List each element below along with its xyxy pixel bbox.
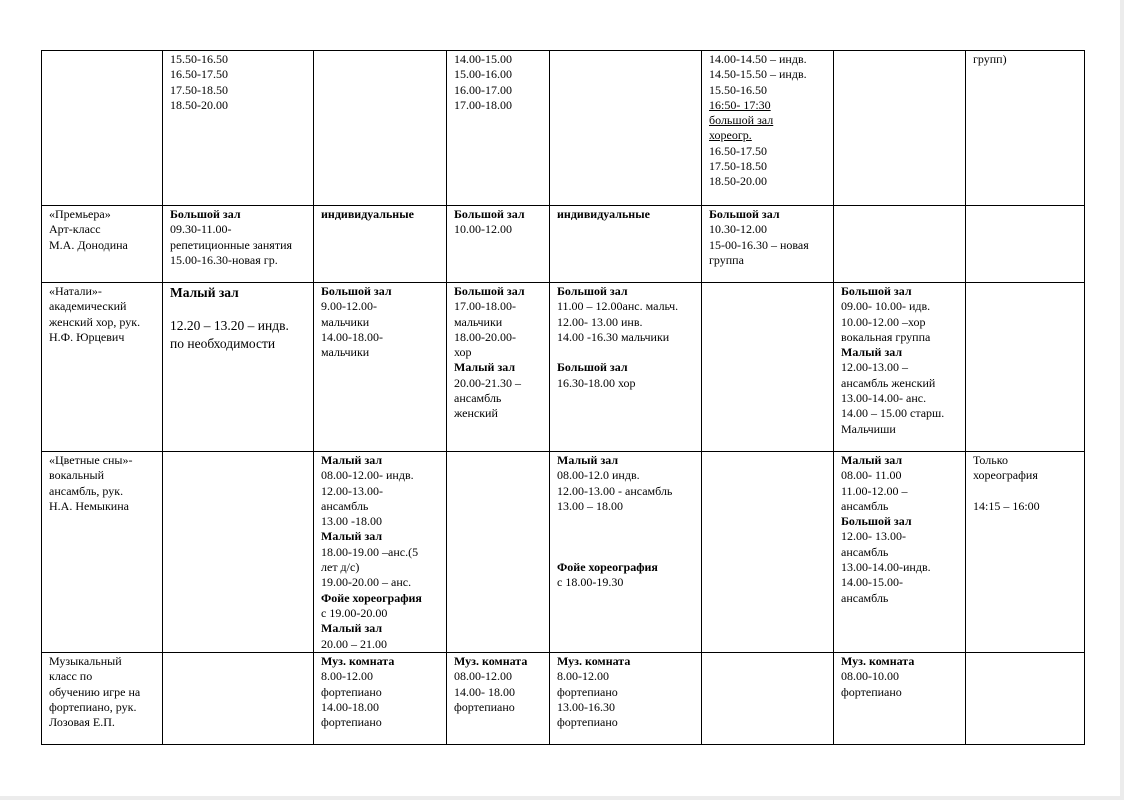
schedule-cell xyxy=(550,452,702,653)
spacer xyxy=(557,545,696,560)
group-name-cell xyxy=(42,452,163,653)
cell-line: 8.00-12.00 xyxy=(557,669,609,684)
cell-line: женский xyxy=(454,406,498,421)
spacer xyxy=(557,514,696,529)
schedule-cell xyxy=(447,653,550,745)
schedule-cell xyxy=(314,206,447,283)
cell-line: М.А. Донодина xyxy=(49,237,128,252)
cell-line: фортепиано xyxy=(321,715,382,730)
cell-line: фортепиано xyxy=(321,684,382,699)
hall-name: Большой зал xyxy=(841,284,912,298)
cell-line: ансамбль xyxy=(454,391,502,406)
hall-name: Малый зал xyxy=(321,621,383,636)
cell-line: фортепиано xyxy=(557,715,618,730)
cell-line: 08.00- 11.00 xyxy=(841,468,902,483)
hall-name: Большой зал xyxy=(841,514,912,529)
cell-line: обучению игре на xyxy=(49,684,141,699)
cell-line: 16.50-17.50 xyxy=(170,67,228,82)
cell-line: с 19.00-20.00 xyxy=(321,605,388,620)
schedule-cell xyxy=(163,452,314,653)
schedule-cell xyxy=(834,283,966,452)
hall-name: Муз. комната xyxy=(557,654,631,668)
schedule-cell xyxy=(966,206,1085,283)
cell-line: ансамбль xyxy=(841,590,889,605)
cell-line: 15.00-16.30-новая гр. xyxy=(170,252,278,267)
spacer xyxy=(973,484,1079,499)
cell-line: лет д/с) xyxy=(321,560,360,575)
spacer xyxy=(557,345,696,360)
cell-line: хореография xyxy=(973,468,1038,483)
hall-name: Большой зал xyxy=(454,207,525,221)
cell-line: вокальный xyxy=(49,468,105,483)
schedule-cell xyxy=(314,51,447,206)
cell-line: Н.Ф. Юрцевич xyxy=(49,329,125,344)
cell-line: 13.00 – 18.00 xyxy=(557,498,623,513)
hall-name: индивидуальные xyxy=(321,207,414,221)
cell-line: с 18.00-19.30 xyxy=(557,575,624,590)
cell-line: вокальная группа xyxy=(841,329,931,344)
schedule-cell xyxy=(834,206,966,283)
group-name-cell xyxy=(42,206,163,283)
spacer xyxy=(170,302,308,317)
schedule-cell xyxy=(702,51,834,206)
schedule-cell xyxy=(966,51,1085,206)
schedule-cell xyxy=(447,206,550,283)
schedule-cell xyxy=(314,653,447,745)
cell-line: 17.00-18.00 xyxy=(454,97,512,112)
schedule-row-continuation xyxy=(42,51,1085,206)
schedule-cell xyxy=(966,653,1085,745)
cell-line: ансамбль xyxy=(841,498,889,513)
schedule-row-natali xyxy=(42,283,1085,452)
hall-name: Большой зал xyxy=(321,284,392,298)
hall-name: Большой зал xyxy=(557,284,628,298)
cell-line: 08.00-12.00- индв. xyxy=(321,468,414,483)
cell-line: 18.00-19.00 –анс.(5 xyxy=(321,544,419,559)
cell-line: 14.00-14.50 – индв. xyxy=(709,52,807,66)
cell-line: 08.00-10.00 xyxy=(841,669,899,684)
cell-line: 17.00-18.00- xyxy=(454,299,516,314)
cell-line: 17.50-18.50 xyxy=(170,82,228,97)
cell-line: 14.00-15.00 xyxy=(454,52,512,66)
schedule-cell xyxy=(702,653,834,745)
spacer xyxy=(557,529,696,544)
cell-line: класс по xyxy=(49,669,93,684)
schedule-cell xyxy=(550,51,702,206)
cell-line: «Цветные сны»- xyxy=(49,453,133,467)
cell-line: 12.00- 13.00- xyxy=(841,529,906,544)
cell-line: 11.00-12.00 – xyxy=(841,483,908,498)
cell-line: женский хор, рук. xyxy=(49,314,141,329)
schedule-cell xyxy=(314,283,447,452)
cell-line: 15.50-16.50 xyxy=(170,52,228,66)
cell-line: 12.00-13.00 – xyxy=(841,360,908,375)
cell-line: ансамбль женский xyxy=(841,375,936,390)
cell-line: фортепиано xyxy=(454,699,515,714)
cell-line: Н.А. Немыкина xyxy=(49,498,129,513)
schedule-cell xyxy=(834,653,966,745)
cell-line: «Натали»- xyxy=(49,284,102,298)
schedule-cell xyxy=(550,653,702,745)
hall-name: Малый зал xyxy=(557,453,619,467)
group-name-cell xyxy=(42,51,163,206)
cell-line: 15.50-16.50 xyxy=(709,82,767,97)
cell-line: 14.00-18.00- xyxy=(321,329,383,344)
cell-line: 13.00-14.00- анс. xyxy=(841,391,927,406)
cell-line: 16.50-17.50 xyxy=(709,143,767,158)
cell-line: большой зал xyxy=(709,113,774,128)
cell-line: ансамбль xyxy=(841,544,889,559)
schedule-row-premiera xyxy=(42,206,1085,283)
cell-line: 12.00- 13.00 инв. xyxy=(557,314,643,329)
schedule-cell xyxy=(163,653,314,745)
cell-line: 15-00-16.30 – новая xyxy=(709,237,809,252)
cell-line: 18.00-20.00- xyxy=(454,329,516,344)
schedule-cell xyxy=(314,452,447,653)
cell-line: 18.50-20.00 xyxy=(709,174,767,189)
cell-line: хор xyxy=(454,345,472,360)
cell-line: Музыкальный xyxy=(49,654,122,668)
cell-line: ансамбль, рук. xyxy=(49,483,124,498)
schedule-cell xyxy=(447,452,550,653)
cell-line: 14.00-15.00- xyxy=(841,575,903,590)
hall-name: Большой зал xyxy=(709,207,780,221)
cell-line: групп) xyxy=(973,52,1007,66)
schedule-cell xyxy=(447,283,550,452)
schedule-row-muz-klass xyxy=(42,653,1085,745)
hall-name: Малый зал xyxy=(841,345,903,360)
cell-line: 17.50-18.50 xyxy=(709,159,767,174)
cell-line: 08.00-12.00 xyxy=(454,669,512,684)
hall-name: Фойе хореография xyxy=(557,560,658,575)
schedule-row-tsvetnye-sny xyxy=(42,452,1085,653)
hall-name: Большой зал xyxy=(454,284,525,298)
hall-name: Малый зал xyxy=(454,360,516,375)
cell-line: 15.00-16.00 xyxy=(454,67,512,82)
cell-line: 12.00-13.00 - ансамбль xyxy=(557,483,673,498)
cell-line: 12.20 – 13.20 – индв. xyxy=(170,318,289,334)
cell-line: фортепиано xyxy=(841,684,902,699)
group-name-cell xyxy=(42,283,163,452)
cell-line: хореогр. xyxy=(709,128,752,143)
schedule-cell xyxy=(163,206,314,283)
schedule-cell xyxy=(966,452,1085,653)
cell-line: 08.00-12.0 индв. xyxy=(557,468,640,483)
cell-line: 14.00 -16.30 мальчики xyxy=(557,329,670,344)
cell-line: 12.00-13.00- xyxy=(321,483,383,498)
schedule-cell xyxy=(163,283,314,452)
schedule-cell xyxy=(702,206,834,283)
cell-line: мальчики xyxy=(321,314,370,329)
hall-name: Малый зал xyxy=(841,453,903,467)
hall-name: Малый зал xyxy=(321,453,383,467)
cell-line: 9.00-12.00- xyxy=(321,299,377,314)
hall-name: Малый зал xyxy=(321,529,383,544)
cell-line: 13.00-16.30 xyxy=(557,699,615,714)
schedule-cell xyxy=(702,452,834,653)
cell-line: академический xyxy=(49,299,127,314)
cell-line: 14.00- 18.00 xyxy=(454,684,515,699)
cell-line: 10.00-12.00 xyxy=(454,222,512,237)
cell-line: мальчики xyxy=(321,345,370,360)
cell-line: фортепиано, рук. xyxy=(49,699,137,714)
cell-line: 19.00-20.00 – анс. xyxy=(321,575,412,590)
schedule-cell xyxy=(834,51,966,206)
cell-line: 16.30-18.00 хор xyxy=(557,375,636,390)
cell-line: 11.00 – 12.00анс. мальч. xyxy=(557,299,679,314)
cell-line: 20.00-21.30 – xyxy=(454,375,521,390)
schedule-body xyxy=(42,51,1085,745)
cell-line: Лозовая Е.П. xyxy=(49,715,115,730)
cell-line: группа xyxy=(709,252,744,267)
cell-line: 16:50- 17:30 xyxy=(709,97,771,112)
group-name-cell xyxy=(42,653,163,745)
hall-name: Малый зал xyxy=(170,285,239,300)
hall-name: Муз. комната xyxy=(454,654,528,668)
schedule-cell xyxy=(966,283,1085,452)
cell-line: 14:15 – 16:00 xyxy=(973,498,1040,513)
cell-line: 16.00-17.00 xyxy=(454,82,512,97)
hall-name: Муз. комната xyxy=(841,654,915,668)
schedule-cell xyxy=(834,452,966,653)
hall-name: индивидуальные xyxy=(557,207,650,221)
schedule-cell xyxy=(447,51,550,206)
cell-line: 13.00-14.00-индв. xyxy=(841,560,931,575)
schedule-cell xyxy=(550,283,702,452)
schedule-cell xyxy=(163,51,314,206)
cell-line: Арт-класс xyxy=(49,222,101,237)
cell-line: мальчики xyxy=(454,314,503,329)
hall-name: Большой зал xyxy=(557,360,628,375)
cell-line: 14.50-15.50 – индв. xyxy=(709,67,807,82)
cell-line: Мальчиши xyxy=(841,421,896,436)
schedule-table xyxy=(41,50,1085,745)
cell-line: Только xyxy=(973,453,1008,467)
cell-line: 13.00 -18.00 xyxy=(321,514,382,529)
cell-line: 10.30-12.00 xyxy=(709,222,767,237)
cell-line: «Премьера» xyxy=(49,207,111,221)
cell-line: 18.50-20.00 xyxy=(170,97,228,112)
cell-line: репетиционные занятия xyxy=(170,237,293,252)
hall-name: Фойе хореография xyxy=(321,590,422,605)
cell-line: 10.00-12.00 –хор xyxy=(841,314,926,329)
cell-line: фортепиано xyxy=(557,684,618,699)
cell-line: 09.30-11.00- xyxy=(170,222,232,237)
cell-line: 09.00- 10.00- идв. xyxy=(841,299,931,314)
cell-line: ансамбль xyxy=(321,498,369,513)
schedule-cell xyxy=(550,206,702,283)
cell-line: по необходимости xyxy=(170,336,276,352)
cell-line: 14.00-18.00 xyxy=(321,699,379,714)
cell-line: 20.00 – 21.00 xyxy=(321,636,387,651)
hall-name: Большой зал xyxy=(170,207,241,221)
hall-name: Муз. комната xyxy=(321,654,395,668)
schedule-cell xyxy=(702,283,834,452)
cell-line: 8.00-12.00 xyxy=(321,669,373,684)
cell-line: 14.00 – 15.00 старш. xyxy=(841,406,945,421)
